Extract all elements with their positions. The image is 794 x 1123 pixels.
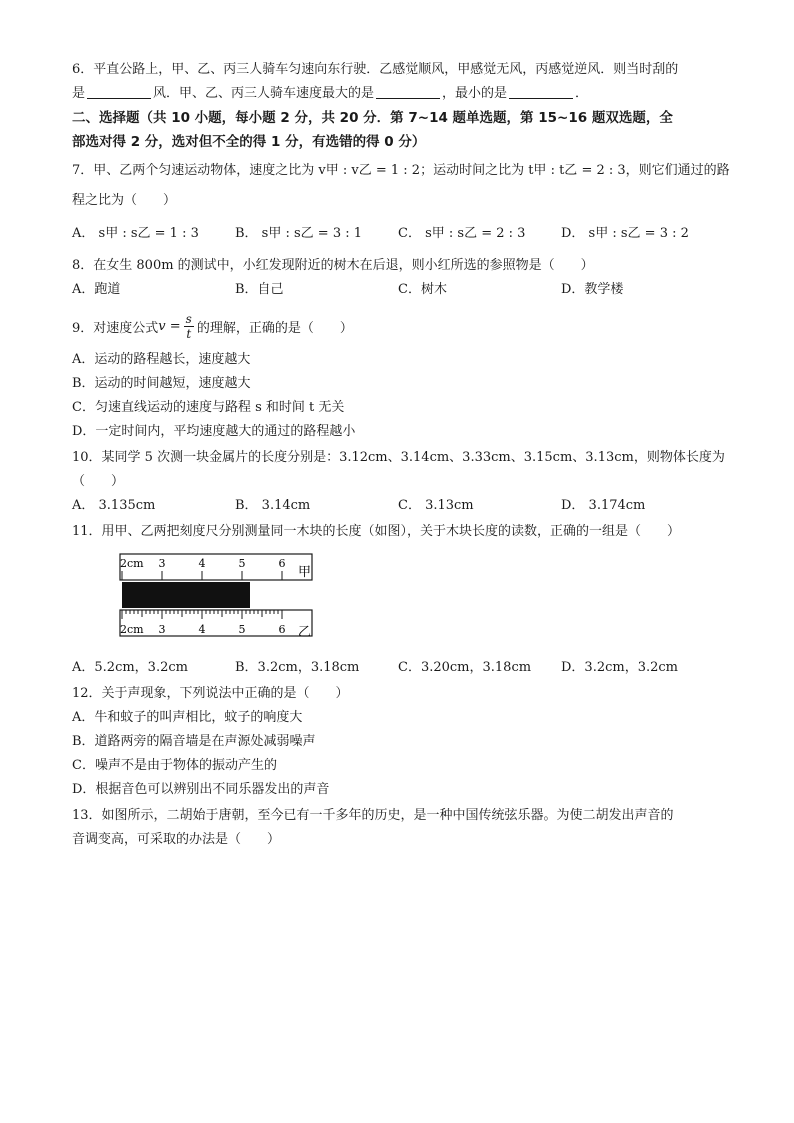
- q10-line1: 10．某同学 5 次测一块金属片的长度分别是：3.12cm、3.14cm、3.33cm、3.15cm、3.13cm，则物体长度为: [72, 450, 725, 465]
- ruler-top-label-2: 4: [198, 557, 206, 570]
- q6-text-c: ，最小的是: [442, 86, 508, 101]
- q13-line2: 音调变高，可采取的办法是（ ）: [72, 832, 281, 847]
- q6-line1: 6．平直公路上，甲、乙、丙三人骑车匀速向东行驶．乙感觉顺风，甲感觉无风，丙感觉逆风．则当时刮的: [72, 62, 679, 77]
- q11-option-a[interactable]: A．5.2cm，3.2cm: [72, 660, 188, 675]
- question-6: [72, 58, 724, 106]
- ruler-figure: [92, 550, 352, 648]
- q12-option-d[interactable]: D．根据音色可以辨别出不同乐器发出的声音: [72, 782, 330, 797]
- question-8: [72, 254, 724, 302]
- formula-numerator: s: [185, 311, 192, 326]
- q11-option-b[interactable]: B．3.2cm，3.18cm: [235, 660, 360, 675]
- q7-options: [72, 222, 724, 246]
- question-9: [72, 304, 724, 444]
- section-2-heading: [72, 106, 724, 154]
- ruler-top-label-1: 3: [158, 557, 166, 570]
- q6-blank-1[interactable]: [87, 84, 151, 99]
- q10-option-c[interactable]: C． 3.13cm: [398, 498, 474, 513]
- q13-line1: 13．如图所示，二胡始于唐朝，至今已有一千多年的历史，是一种中国传统弦乐器。为使二胡发出声音的: [72, 808, 674, 823]
- ruler-bottom-label-1: 3: [158, 623, 166, 636]
- ruler-top-label-4: 6: [278, 557, 286, 570]
- ruler-bottom-label-2: 4: [198, 623, 206, 636]
- q9-option-b[interactable]: B．运动的时间越短，速度越大: [72, 376, 251, 391]
- q10-line2: （ ）: [72, 474, 125, 489]
- q12-option-b[interactable]: B．道路两旁的隔音墙是在声源处减弱噪声: [72, 734, 316, 749]
- q8-options: [72, 278, 724, 302]
- q6-blank-3[interactable]: [509, 84, 573, 99]
- q12-option-a[interactable]: A．牛和蚊子的叫声相比，蚊子的响度大: [72, 710, 303, 725]
- q9-option-c[interactable]: C．匀速直线运动的速度与路程 s 和时间 t 无关: [72, 400, 345, 415]
- q9-stem: [72, 304, 724, 348]
- question-10: [72, 446, 724, 518]
- q7-option-b[interactable]: B． s甲 : s乙 = 3 : 1: [235, 226, 363, 241]
- q8-option-a[interactable]: A．跑道: [72, 282, 121, 297]
- ruler-bottom-label-4: 6: [278, 623, 286, 636]
- q9-option-a[interactable]: A．运动的路程越长，速度越大: [72, 352, 251, 367]
- q9-option-d[interactable]: D．一定时间内，平均速度越大的通过的路程越小: [72, 424, 356, 439]
- q7-line2: 程之比为（ ）: [72, 193, 177, 208]
- wood-block: [122, 582, 250, 608]
- formula-denominator: t: [186, 326, 192, 341]
- q12-stem: 12．关于声现象，下列说法中正确的是（ ）: [72, 686, 349, 701]
- q8-stem: 8．在女生 800m 的测试中，小红发现附近的树木在后退，则小红所选的参照物是（ ）: [72, 258, 594, 273]
- exam-page: [72, 58, 730, 852]
- q9-options: [72, 348, 724, 444]
- ruler-bottom-label-0: 2cm: [120, 623, 144, 636]
- ruler-top-name: 甲: [298, 565, 312, 580]
- question-11: [72, 520, 724, 680]
- q8-option-c[interactable]: C．树木: [398, 282, 447, 297]
- q11-option-c[interactable]: C．3.20cm，3.18cm: [398, 660, 532, 675]
- question-7: [72, 156, 730, 246]
- speed-formula-fraction: [184, 312, 194, 341]
- section-2-line1: 二、选择题（共 10 小题，每小题 2 分，共 20 分．第 7~14 题单选题，第 15~16 题双选题，全: [72, 110, 673, 126]
- q6-text-b: 风．甲、乙、丙三人骑车速度最大的是: [153, 86, 375, 101]
- question-12: [72, 682, 724, 802]
- q7-option-a[interactable]: A． s甲 : s乙 = 1 : 3: [72, 226, 199, 241]
- q6-text-d: ．: [575, 86, 589, 101]
- question-13: [72, 804, 724, 852]
- ruler-top-label-0: 2cm: [120, 557, 144, 570]
- q6-text-a: 是: [72, 86, 86, 101]
- section-2-line2: 部选对得 2 分，选对但不全的得 1 分，有选错的得 0 分）: [72, 134, 426, 150]
- q9-suffix: 的理解，正确的是（ ）: [196, 320, 353, 336]
- q8-option-d[interactable]: D．教学楼: [561, 282, 624, 297]
- q6-line2: [72, 82, 724, 106]
- q11-option-d[interactable]: D．3.2cm，3.2cm: [561, 660, 678, 675]
- q12-options: [72, 706, 724, 802]
- q10-option-d[interactable]: D． 3.174cm: [561, 498, 646, 513]
- ruler-bottom-label-3: 5: [238, 623, 246, 636]
- q12-option-c[interactable]: C．噪声不是由于物体的振动产生的: [72, 758, 277, 773]
- q10-option-b[interactable]: B． 3.14cm: [235, 498, 311, 513]
- q10-options: [72, 494, 724, 518]
- q8-option-b[interactable]: B．自己: [235, 282, 284, 297]
- q7-option-d[interactable]: D． s甲 : s乙 = 3 : 2: [561, 226, 689, 241]
- speed-formula-lhs: v =: [158, 318, 181, 334]
- ruler-bottom-name: 乙: [298, 625, 312, 640]
- ruler-top-label-3: 5: [238, 557, 246, 570]
- q6-blank-2[interactable]: [376, 84, 440, 99]
- q9-prefix: 9．对速度公式: [72, 320, 159, 336]
- q11-stem: 11．用甲、乙两把刻度尺分别测量同一木块的长度（如图），关于木块长度的读数，正确的一组是（ ）: [72, 524, 681, 539]
- q7-line1: 7．甲、乙两个匀速运动物体，速度之比为 v甲 : v乙 = 1 : 2；运动时间之比为 t甲 : t乙 = 2 : 3，则它们通过的路: [72, 163, 730, 178]
- q10-option-a[interactable]: A． 3.135cm: [72, 498, 156, 513]
- q7-option-c[interactable]: C． s甲 : s乙 = 2 : 3: [398, 226, 526, 241]
- q11-options: [72, 656, 724, 680]
